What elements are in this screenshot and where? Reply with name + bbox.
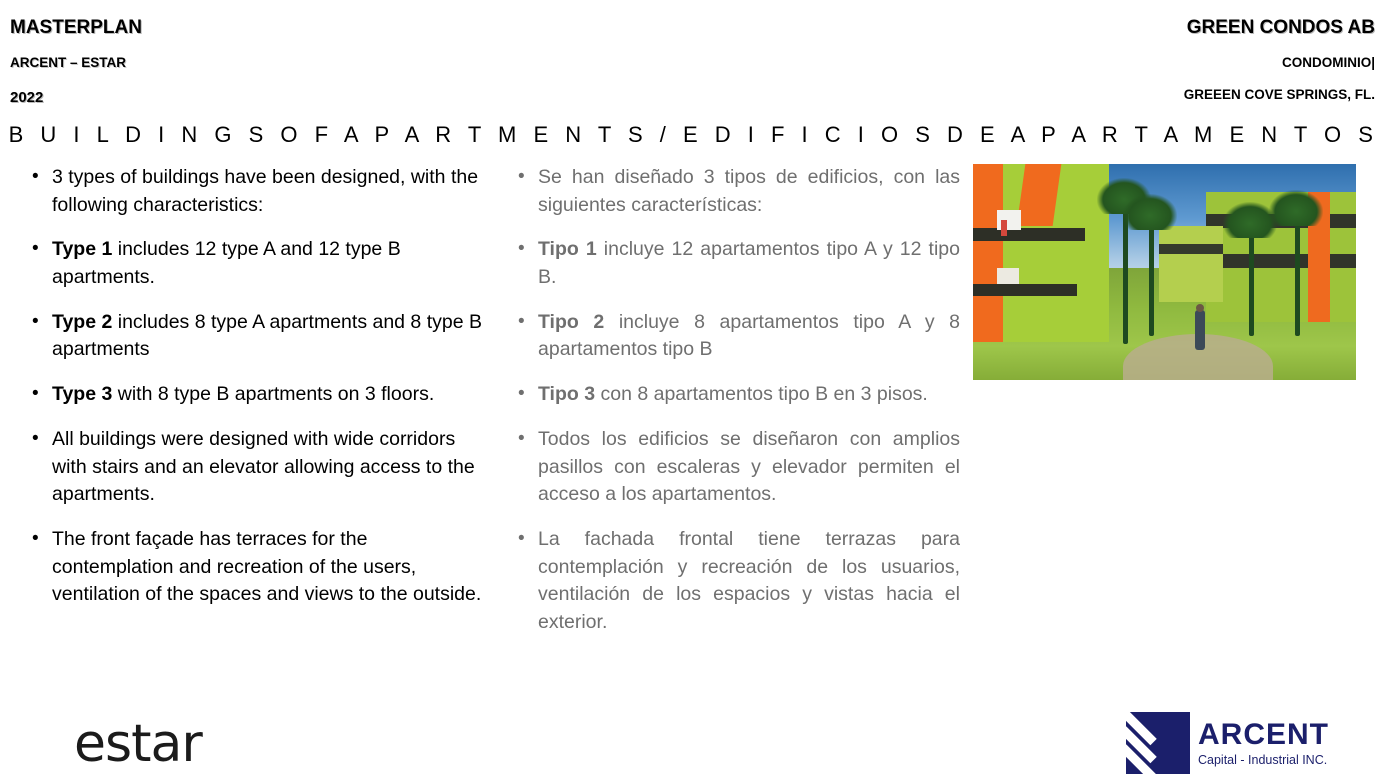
spanish-text-column [500, 164, 960, 654]
bullet-dot-icon: • [518, 383, 525, 405]
list-item [14, 236, 494, 291]
list-item [14, 164, 494, 219]
header-right-block [1184, 18, 1375, 102]
bullet-dot-icon: • [518, 427, 525, 449]
arcent-logo-subtitle: Capital - Industrial INC. [1198, 752, 1328, 767]
bullet-dot-icon: • [32, 527, 39, 549]
list-item-text: La fachada frontal tiene terrazas para contemplación y recreación de los usuarios, ventilación de los espacios y vistas hacia el exterior. [538, 527, 960, 633]
list-item-text: includes 12 type A and 12 type B apartments. [52, 238, 401, 289]
render-terrace-rail [997, 268, 1019, 284]
list-item [14, 309, 494, 364]
bullet-dot-icon: • [32, 166, 39, 187]
list-item-text: incluye 12 apartamentos tipo A y 12 tipo B. [538, 238, 961, 289]
header-project-label: ARCENT – ESTAR [10, 54, 127, 70]
header-masterplan-title: MASTERPLAN [10, 17, 142, 38]
list-item-text: incluye 8 apartamentos tipo A y 8 apartamentos tipo B [538, 310, 960, 361]
bullet-dot-icon: • [518, 166, 525, 187]
arcent-logo-name: ARCENT [1198, 717, 1329, 751]
header-company-name: GREEN CONDOS AB [1186, 17, 1375, 38]
render-window-band [1206, 254, 1356, 268]
list-item [500, 309, 960, 364]
render-window-band [1159, 244, 1223, 254]
bullet-dot-icon: • [32, 238, 39, 260]
list-item-text: Se han diseñado 3 tipos de edificios, con las siguientes características: [538, 166, 960, 216]
render-building-mid [1159, 226, 1223, 302]
list-item-text: The front façade has terraces for the contemplation and recreation of the users, ventilation of the spaces and views to the outside. [52, 527, 482, 606]
list-item-bold: Type 2 [52, 310, 113, 333]
list-item [14, 426, 494, 509]
arcent-logo [1126, 712, 1374, 774]
render-orange-strip [973, 164, 1003, 342]
arcent-logo-text [1190, 712, 1374, 774]
render-palm-crown [1269, 190, 1323, 226]
list-item-text: All buildings were designed with wide corridors with stairs and an elevator allowing access to the apartments. [52, 427, 475, 506]
list-item-text: con 8 apartamentos tipo B en 3 pisos. [595, 383, 928, 406]
header-condominio-label: CONDOMINIO| [1281, 54, 1375, 70]
estar-logo: estar [74, 714, 202, 774]
spanish-bullet-list [500, 164, 960, 637]
render-palm-crown [1123, 194, 1177, 230]
render-window-band [973, 284, 1077, 296]
render-person-figure [1001, 220, 1007, 236]
list-item-text: with 8 type B apartments on 3 floors. [112, 383, 435, 406]
bullet-dot-icon: • [518, 238, 525, 260]
bullet-dot-icon: • [518, 310, 525, 332]
list-item-bold: Tipo 1 [538, 238, 597, 261]
list-item [500, 236, 960, 291]
section-title: B U I L D I N G S O F A P A R T M E N T S / E D I F I C I O S D E A P A R T A M E N T O S [8, 122, 1379, 147]
render-window-band [973, 228, 1085, 241]
render-person-head [1196, 304, 1204, 312]
list-item [14, 526, 494, 609]
english-text-column [14, 164, 494, 626]
render-person-figure [1195, 310, 1205, 350]
list-item-text: 3 types of buildings have been designed, with the following characteristics: [52, 166, 479, 216]
slide-header [0, 0, 1387, 120]
list-item-bold: Type 3 [52, 383, 113, 406]
header-city-label: GREEEN COVE SPRINGS, FL. [1183, 86, 1375, 102]
list-item-bold: Tipo 2 [538, 310, 605, 333]
render-building-left [973, 164, 1109, 342]
list-item-bold: Type 1 [52, 238, 113, 261]
list-item-text: Todos los edificios se diseñaron con amplios pasillos con escaleras y elevador permiten el acceso a los apartamentos. [538, 427, 960, 506]
header-year-label: 2022 [10, 88, 44, 106]
list-item [500, 426, 960, 509]
bullet-dot-icon: • [32, 310, 39, 332]
list-item [500, 164, 960, 219]
bullet-dot-icon: • [32, 383, 39, 405]
arcent-logo-mark-icon [1126, 712, 1190, 774]
list-item [500, 526, 960, 637]
list-item-bold: Tipo 3 [538, 383, 596, 406]
list-item [500, 381, 960, 409]
apartment-render-image [973, 164, 1356, 380]
bullet-dot-icon: • [32, 427, 39, 449]
bullet-dot-icon: • [518, 527, 525, 549]
english-bullet-list [14, 164, 494, 609]
list-item-text: includes 8 type A apartments and 8 type B apartments [52, 310, 482, 361]
list-item [14, 381, 494, 409]
header-left-block [10, 18, 142, 106]
render-orange-strip [1017, 164, 1062, 226]
